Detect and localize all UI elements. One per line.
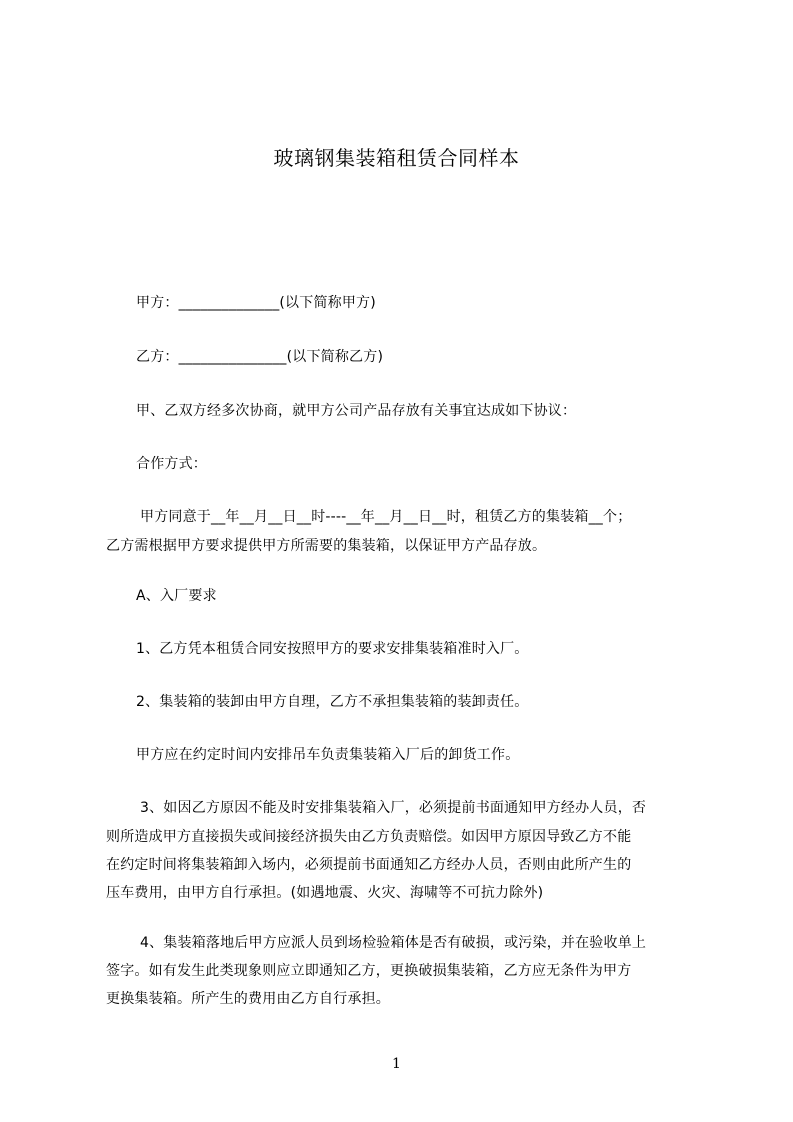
item-4-line: 更换集装箱。所产生的费用由乙方自行承担。 [106, 991, 390, 1007]
item-3-line: 3、如因乙方原因不能及时安排集装箱入厂，必须提前书面通知甲方经办人员，否 [140, 800, 647, 816]
page-number: 1 [392, 1056, 401, 1072]
document-title: 玻璃钢集装箱租赁合同样本 [273, 146, 520, 170]
party-a-line: 甲方：______________(以下简称甲方) [136, 295, 376, 311]
section-a-heading: A、入厂要求 [136, 588, 217, 604]
party-b-line: 乙方：_______________(以下简称乙方) [136, 349, 384, 365]
coop-para-line: 甲方同意于__年__月__日__时----__年__月__日__时，租赁乙方的集装箱__个； [140, 509, 632, 525]
item-1: 1、乙方凭本租赁合同安按照甲方的要求安排集装箱准时入厂。 [136, 641, 529, 657]
coop-para-line: 乙方需根据甲方要求提供甲方所需要的集装箱，以保证甲方产品存放。 [106, 538, 547, 554]
item-3-line: 压车费用，由甲方自行承担。(如遇地震、火灾、海啸等不可抗力除外) [106, 885, 544, 901]
item-3-line: 在约定时间将集装箱卸入场内，必须提前书面通知乙方经办人员，否则由此所产生的 [106, 857, 632, 873]
item-4-line: 签字。如有发生此类现象则应立即通知乙方，更换破损集装箱，乙方应无条件为甲方 [106, 963, 632, 979]
intro-line: 甲、乙双方经多次协商，就甲方公司产品存放有关事宜达成如下协议： [136, 403, 577, 419]
item-2: 2、集装箱的装卸由甲方自理，乙方不承担集装箱的装卸责任。 [136, 694, 529, 710]
item-3-line: 则所造成甲方直接损失或间接经济损失由乙方负责赔偿。如因甲方原因导致乙方不能 [106, 829, 632, 845]
item-2-extra: 甲方应在约定时间内安排吊车负责集装箱入厂后的卸货工作。 [136, 747, 520, 763]
item-4-line: 4、集装箱落地后甲方应派人员到场检验箱体是否有破损，或污染，并在验收单上 [140, 935, 647, 951]
cooperation-heading: 合作方式： [136, 456, 207, 472]
